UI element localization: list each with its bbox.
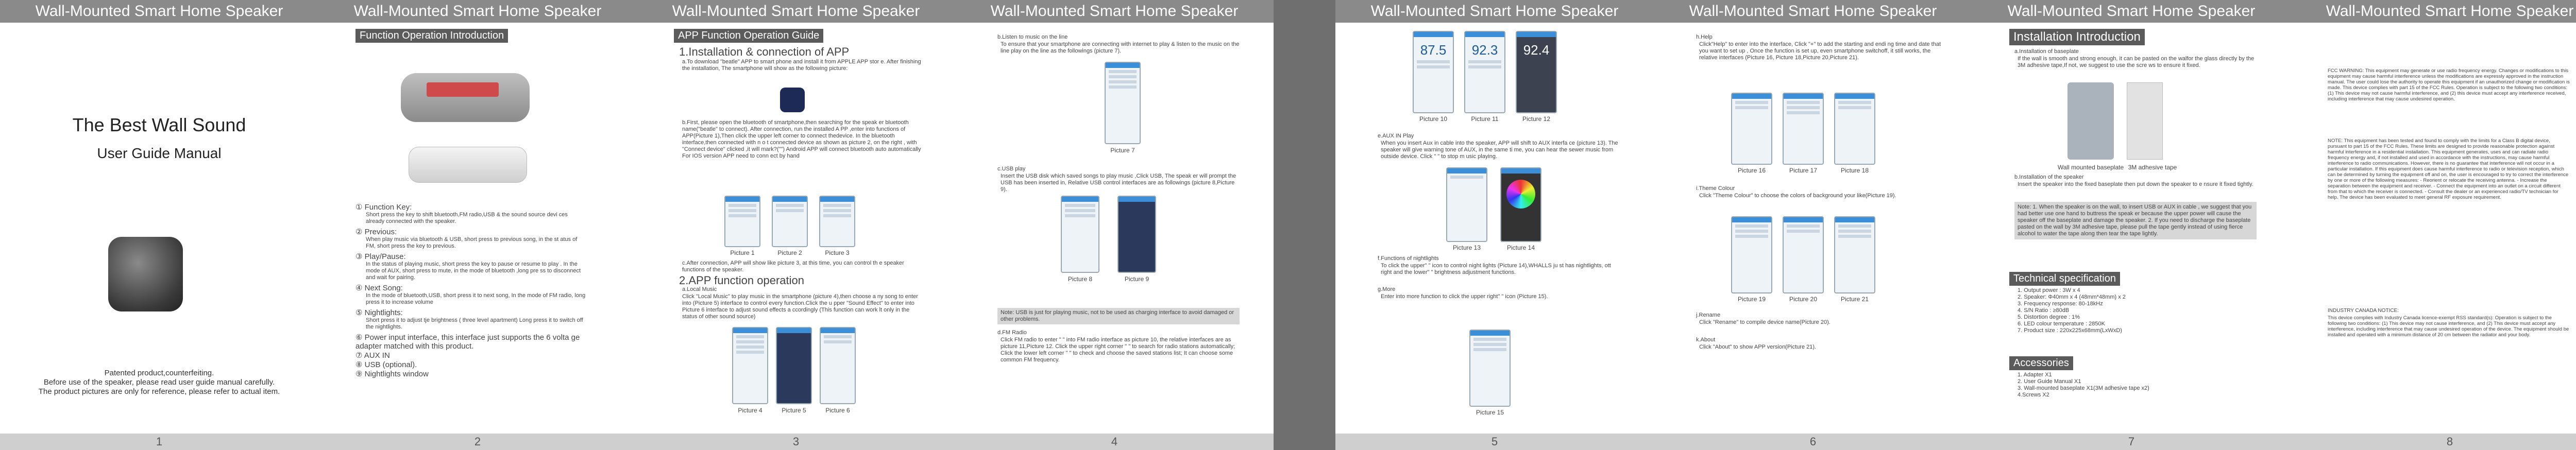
paragraph: Click "Rename" to compile device name(Picture 20). <box>1699 319 1831 325</box>
app-icon <box>780 88 805 112</box>
fm-frequency: 92.4 <box>1523 42 1550 58</box>
paragraph: Click FM radio to enter " " into FM radio interface as picture 10, the relative interfaces are as picture 11,Picture 12. Click the upper right corner " " to search for radio stations automatically; Click the lower left corner " " to check and choose the saved stations list; It can choose some common FM frequency. <box>1001 337 1235 363</box>
accessory-item: 3. Wall-mounted baseplate X1(3M adhesive tape x2) <box>2018 385 2149 391</box>
paragraph: To click the upper" " icon to control night lights (Picture 14),WHALLS ju st has nightlights, ott right and the lower" " brightness adjustment functions. <box>1381 263 1611 275</box>
function-item: ③ Play/Pause: In the status of playing music, short press the key to pause or resume to play . In the mode of AUX, short press to mute, in the mode of bluetooth ,long pre ss to disconnect and wait for pairing. <box>355 252 581 281</box>
spec-item: 3. Frequency response: 80-18kHz <box>2018 301 2103 307</box>
accessory-item: 1. Adapter X1 <box>2018 372 2052 378</box>
caption: 3M adhesive tape <box>2128 164 2177 171</box>
paragraph: Click "Theme Colour" to choose the colors of background your like(Picture 19). <box>1699 193 1896 199</box>
page-number: 7 <box>1972 434 2291 450</box>
paragraph-title: c.USB play <box>997 166 1026 172</box>
accessory-item: 4.Screws X2 <box>2018 392 2049 398</box>
paragraph: Insert the speaker into the fixed baseplate then put down the speaker to e nsure it fixed tightly. <box>2018 181 2253 187</box>
caption: Picture 2 <box>777 249 802 256</box>
screenshot-picture-12 <box>1516 31 1557 113</box>
screenshot-picture-2 <box>772 196 808 247</box>
screenshot-picture-6 <box>820 327 856 404</box>
fm-frequency: 87.5 <box>1420 42 1447 58</box>
page-header: Wall-Mounted Smart Home Speaker <box>2291 0 2576 23</box>
accessory-list <box>2018 372 2255 399</box>
screenshot-picture-5 <box>776 327 812 404</box>
paragraph-title: b.Installation of the speaker <box>2014 174 2084 180</box>
page-4 <box>955 0 1274 450</box>
note-text: NOTE: This equipment has been tested and found to comply with the limits for a Class B digital device, pursuant to part 15 of the FCC Rules. These limits are designed to provide reasonable protection against harmful interference in a residential installation. This equipment generates, uses and can radiate radio frequency energy and, if not installed and used in accordance with the instructions, may cause harmful interference to radio communications. However, there is no guarantee that interference will not occur in a particular installation. If this equipment does cause harmful interference to radio or television reception, which can be determined by turning the equipment off and on, the user is encouraged to try to correct the interference by one or more of the following measures: - Reorient or relocate the receiving antenna. - Increase the separation between the equipment and receiver. - Connect the equipment into an outlet on a circuit different from that to which the receiver is connected. - Consult the dealer or an experienced radio/TV technician for help. The device has been evaluated to meet general RF exposure requirement. <box>2328 138 2569 200</box>
caption: Picture 7 <box>1110 147 1135 154</box>
screenshot-picture-13 <box>1446 167 1487 242</box>
caption: Picture 11 <box>1471 115 1499 123</box>
color-wheel <box>1506 180 1535 209</box>
page-number: 6 <box>1654 434 1972 450</box>
screenshot-picture-20 <box>1783 216 1824 293</box>
paragraph: If the wall is smooth and strong enough, it can be pasted on the walfor the glass directly by the 3M adhesive tape,If not, we suggest to use the scre ws to ensure it fixed. <box>2018 56 2255 68</box>
paragraph-title: i.Theme Colour <box>1696 185 1735 192</box>
page-5 <box>1335 0 1654 450</box>
spec-item: 4. S/N Ratio : ≥80dB <box>2018 307 2070 314</box>
page-number: 4 <box>955 434 1274 450</box>
section-title: Accessories <box>2009 356 2073 370</box>
caption: Wall mounted baseplate <box>2057 164 2124 171</box>
function-item: ⑤ Nightlights: Short press it to adjust tje brightness ( three level apartment) Long press it to switch off the nightlights. <box>355 308 583 330</box>
screenshot-picture-8 <box>1061 196 1099 273</box>
baseplate-image <box>2067 82 2114 160</box>
page-number: 3 <box>637 434 955 450</box>
center-gutter <box>1274 0 1335 450</box>
paragraph-title: g.More <box>1378 286 1396 292</box>
spec-item: 5. Distortion degree : 1% <box>2018 314 2080 320</box>
paragraph-title: b.Listen to music on the line <box>997 34 1068 40</box>
screenshot-picture-3 <box>819 196 855 247</box>
paragraph: c.After connection, APP will show like picture 3, at this time, you can control th e speaker functions of the speaker. <box>682 260 904 273</box>
adhesive-tape-image <box>2127 82 2163 160</box>
screenshot-picture-1 <box>724 196 760 247</box>
paragraph: Enter into more function to click the upper right" " icon (Picture 15). <box>1381 293 1548 300</box>
page-2 <box>318 0 637 450</box>
caption: Picture 18 <box>1840 167 1869 174</box>
page-header: Wall-Mounted Smart Home Speaker <box>0 0 318 23</box>
section-title: APP Function Operation Guide <box>674 29 823 43</box>
screenshot-picture-11 <box>1464 31 1505 113</box>
section-title: Installation Introduction <box>2009 29 2145 45</box>
function-item: ② Previous: When play music via bluetooth & USB, short press to previous song, in the st atus of FM, short press the key to previous. <box>355 228 578 249</box>
caption: Picture 3 <box>825 249 850 256</box>
device-top-view <box>401 73 530 122</box>
screenshot-picture-4 <box>732 327 768 404</box>
cover-notice-2: Before use of the speaker, please read user guide manual carefully. <box>43 378 275 387</box>
subsection-title: 1.Installation & connection of APP <box>679 45 850 58</box>
device-bottom-view <box>409 147 527 183</box>
caption: Picture 4 <box>738 407 762 414</box>
section-title: Function Operation Introduction <box>355 29 508 43</box>
speaker-image <box>108 237 183 311</box>
caption: Picture 5 <box>782 407 806 414</box>
caption: Picture 15 <box>1476 409 1504 416</box>
paragraph-title: k.About <box>1696 337 1716 343</box>
paragraph-title: j.Rename <box>1696 312 1721 318</box>
page-number: 8 <box>2291 434 2576 450</box>
page-header: Wall-Mounted Smart Home Speaker <box>318 0 637 23</box>
caption: Picture 21 <box>1840 296 1869 303</box>
paragraph: a.To download "beatle" APP to smart phone and install it from APPLE APP stor e. After finishing the installation, The smartphone will show as the following picture: <box>682 59 921 72</box>
ic-title: INDUSTRY CANADA NOTICE: <box>2328 308 2399 314</box>
page-8 <box>2291 0 2576 450</box>
spec-item: 1. Output power : 3W x 4 <box>2018 287 2080 293</box>
screenshot-picture-17 <box>1783 93 1824 165</box>
paragraph: Click "Local Music" to play music in the smartphone (picture 4),then choose a ny song to enter into (Picture 5) interface to control every function.Click the u pper "Sound Effect" to enter into Picture 6 interface to adjust sound effects a ccordingly (This function can work lt only in the status of other sound source) <box>682 293 918 320</box>
caption: Picture 6 <box>825 407 850 414</box>
cover-notice-3: The product pictures are only for reference, please refer to actual item. <box>38 387 280 396</box>
cover-notice-1: Patented product,counterfeiting. <box>104 369 214 377</box>
caption: Picture 1 <box>730 249 755 256</box>
paragraph: To ensure that your smartphone are connecting with internet to play & listen to the music on the line play on the line as the followings (picture 7). <box>1001 41 1240 54</box>
caption: Picture 10 <box>1419 115 1448 123</box>
function-item: ⑧ USB (optional). <box>355 360 417 369</box>
page-header: Wall-Mounted Smart Home Speaker <box>955 0 1274 23</box>
paragraph: Click"Help" to enter into the interface, Click "+" to add the starting and endi ng time and date that you want to set up , Once the function is set up, even smartphone switchoff, it still works, the relative interfaces (Picture 16, Picture 18,Picture 20,Picture 21). <box>1699 41 1941 61</box>
screenshot-picture-7 <box>1105 62 1141 144</box>
spec-item: 6. LED colour temperature : 2850K <box>2018 321 2105 327</box>
function-item: ⑨ Nightlights window <box>355 370 429 378</box>
accessory-item: 2. User Guide Manual X1 <box>2018 378 2081 385</box>
paragraph: Insert the USB disk which saved songs to play music ,Click USB, The speak er will prompt the USB has been inserted in, Relative USB control interfaces are as followings (picture 8,Picture 9). <box>1001 173 1236 193</box>
page-header: Wall-Mounted Smart Home Speaker <box>637 0 955 23</box>
cover-title: The Best Wall Sound <box>72 114 246 135</box>
caption: Picture 20 <box>1789 296 1818 303</box>
ic-text: This device complies with Industry Canada licence-exempt RSS standard(s): Operation is subject to the following two conditions: (1) This device may not cause interference, and (2) This device must accept any interference, including interference that may cause undesired operation of the device. The equipment should be installed and operated with a minimum distance of 20 cm between the radiator and your body. <box>2328 315 2569 338</box>
page-header: Wall-Mounted Smart Home Speaker <box>1972 0 2291 23</box>
paragraph-title: f.Functions of nightlights <box>1378 255 1439 262</box>
caption: Picture 8 <box>1067 275 1093 283</box>
spec-item: 7. Product size : 220x225x68mm(LxWxD) <box>2018 327 2122 334</box>
page-7 <box>1972 0 2291 450</box>
caption: Picture 17 <box>1789 167 1818 174</box>
paragraph: When you insert Aux in cable into the speaker, APP will shift to AUX interfa ce (picture 13). The speaker will give warning tone of AUX, in the same ti me, you can hear the sewer music from outside device. Click " " to stop m usic playing. <box>1381 140 1618 160</box>
paragraph-title: a.Local Music <box>682 286 717 292</box>
page-header: Wall-Mounted Smart Home Speaker <box>1654 0 1972 23</box>
screenshot-picture-19 <box>1731 216 1772 293</box>
page-number: 5 <box>1335 434 1654 450</box>
screenshot-picture-16 <box>1731 93 1772 165</box>
paragraph: Click "About" to show APP version(Picture 21). <box>1699 344 1817 350</box>
page-number: 1 <box>0 434 318 450</box>
page-number: 2 <box>318 434 637 450</box>
fm-frequency: 92.3 <box>1471 42 1498 58</box>
function-item: ⑦ AUX IN <box>355 351 390 360</box>
paragraph-title: e.AUX IN Play <box>1378 133 1414 139</box>
page-3 <box>637 0 955 450</box>
spec-item: 2. Speaker: Φ40mm x 4 (48mm*48mm) x 2 <box>2018 294 2126 300</box>
section-title: Technical specification <box>2009 272 2120 286</box>
page-header: Wall-Mounted Smart Home Speaker <box>1335 0 1654 23</box>
caption: Picture 12 <box>1522 115 1551 123</box>
caption: Picture 9 <box>1124 275 1149 283</box>
page-6 <box>1654 0 1972 450</box>
function-item: ④ Next Song: In the mode of bluetooth,USB, short press it to next song, In the mode of FM radio, long press it to increase volume <box>355 284 586 305</box>
function-item: ① Function Key: Short press the key to shift bluetooth,FM radio,USB & the sound source devi ces already connected with the speaker. <box>355 203 568 224</box>
subsection-title: 2.APP function operation <box>679 274 804 287</box>
screenshot-picture-21 <box>1834 216 1875 293</box>
paragraph-title: h.Help <box>1696 34 1713 40</box>
paragraph-title: a.Installation of baseplate <box>2014 48 2079 55</box>
caption: Picture 16 <box>1737 167 1766 174</box>
device-panel <box>427 82 499 97</box>
screenshot-picture-14 <box>1500 167 1541 242</box>
note-box: Note: 1. When the speaker is on the wall, to insert USB or AUX in cable , we suggest that you had better use one hand to buttress the speak er because the upper power will cause the speaker off the baseplate and damage the speaker. 2. If you need to discharge the baseplate pasted on the wall by 3M adhesive tape, please pull the tape gently instead of using fierce alcohol to water the tape along then tear the tape lightly. <box>2014 202 2257 239</box>
paragraph: b.First, please open the bluetooth of smartphone,then searching for the speak er bluetooth name("beatle" to connect). After connection, run the installed A PP ,enter into functions of APP(Picture 1),Then click the upper left corner to connect thedevice. In the bluetooth interface,then connected with n o t connected device as shown as picture 2, on the right , with "Connect device" clicked ,it will mark?("") Android APP will connect bluetooth auto automatically For IOS version APP need to conn ect by hand <box>682 119 921 159</box>
screenshot-picture-9 <box>1117 196 1156 273</box>
function-item: ⑥ Power input interface, this interface just supports the 6 volta ge adapter matched with this product. <box>355 333 580 351</box>
function-list <box>355 202 587 378</box>
screenshot-picture-15 <box>1469 330 1511 407</box>
note-box: Note: USB is just for playing music, not to be used as charging interface to avoid damaged or other problems. <box>997 308 1240 324</box>
screenshot-picture-18 <box>1834 93 1875 165</box>
cover-subtitle: User Guide Manual <box>97 145 222 161</box>
spec-list <box>2018 287 2255 334</box>
paragraph-title: d.FM Radio <box>997 330 1027 336</box>
page-1 <box>0 0 318 450</box>
caption: Picture 19 <box>1737 296 1766 303</box>
fcc-text: FCC WARNING: This equipment may generate or use radio frequency energy. Changes or modifications to this equipment may cause harmful interference unless the modifications are expressly approved in the instruction manual. The user could lose the authority to operate this equipment if an unauthorized change or modification is made. This device complies with part 15 of the FCC Rules. Operation is subject to the following two conditions: (1) This device may not cause harmful interference, and (2) this device must accept any interference received, including interference that may cause undesired operation. <box>2328 68 2570 102</box>
screenshot-picture-10 <box>1413 31 1454 113</box>
caption: Picture 13 <box>1452 244 1481 251</box>
caption: Picture 14 <box>1506 244 1535 251</box>
